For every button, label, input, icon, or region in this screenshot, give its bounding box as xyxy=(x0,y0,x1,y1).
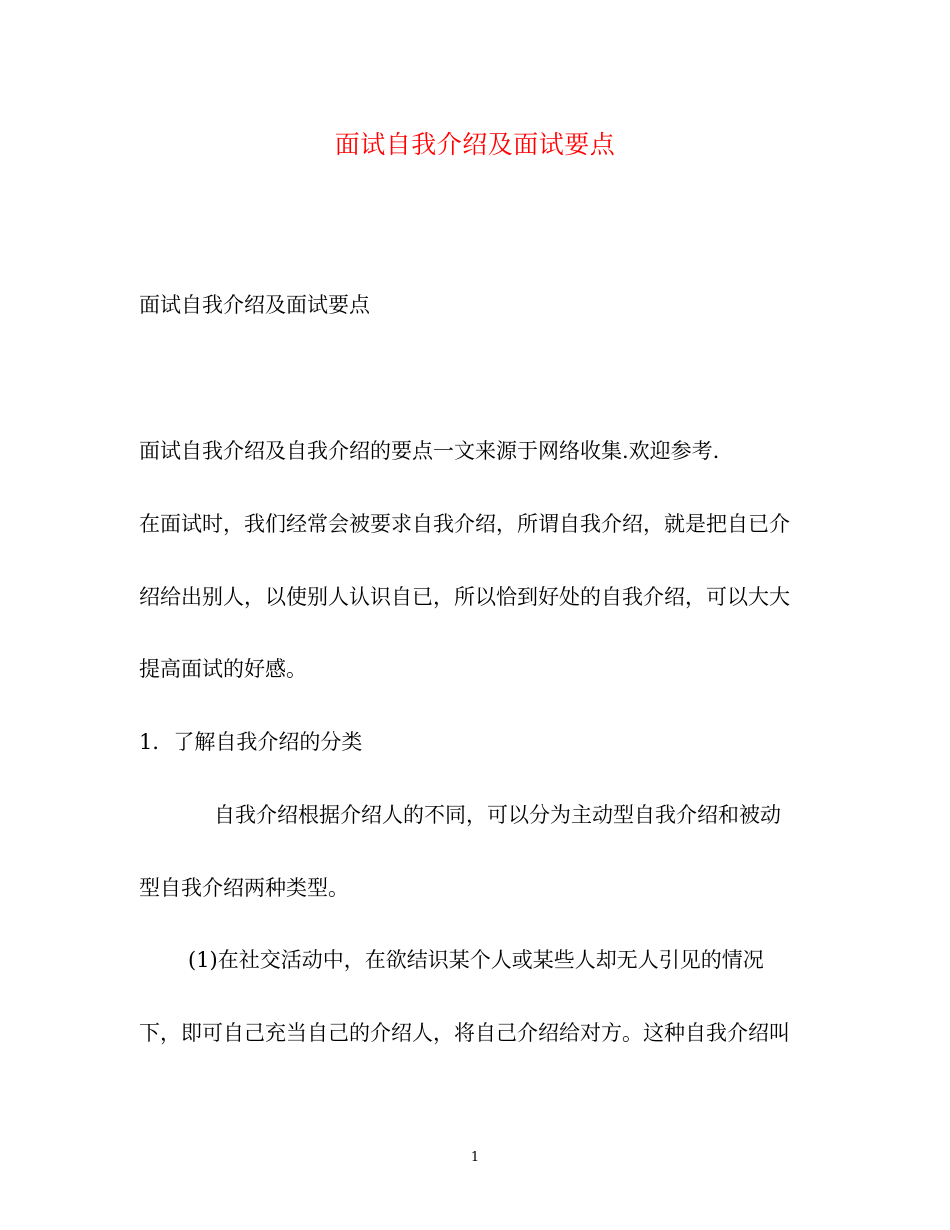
page-number: 1 xyxy=(470,1150,480,1165)
paragraph-line: 型自我介绍两种类型。 xyxy=(139,876,349,900)
paragraph-line: 自我介绍根据介绍人的不同，可以分为主动型自我介绍和被动 xyxy=(214,803,781,827)
section-heading: 面试自我介绍及面试要点 xyxy=(139,293,370,317)
document-title: 面试自我介绍及面试要点 xyxy=(334,130,616,159)
list-heading: 1．了解自我介绍的分类 xyxy=(139,730,363,754)
paragraph-line: (1)在社交活动中，在欲结识某个人或某些人却无人引见的情况 xyxy=(188,948,764,972)
intro-line: 面试自我介绍及自我介绍的要点一文来源于网络收集.欢迎参考. xyxy=(139,439,720,463)
paragraph-line: 提高面试的好感。 xyxy=(139,657,307,681)
paragraph-line: 绍给出别人，以使别人认识自已，所以恰到好处的自我介绍，可以大大 xyxy=(139,585,790,609)
paragraph-line: 下，即可自己充当自己的介绍人，将自己介绍给对方。这种自我介绍叫 xyxy=(139,1021,790,1045)
paragraph-line: 在面试时，我们经常会被要求自我介绍，所谓自我介绍，就是把自已介 xyxy=(139,512,790,536)
